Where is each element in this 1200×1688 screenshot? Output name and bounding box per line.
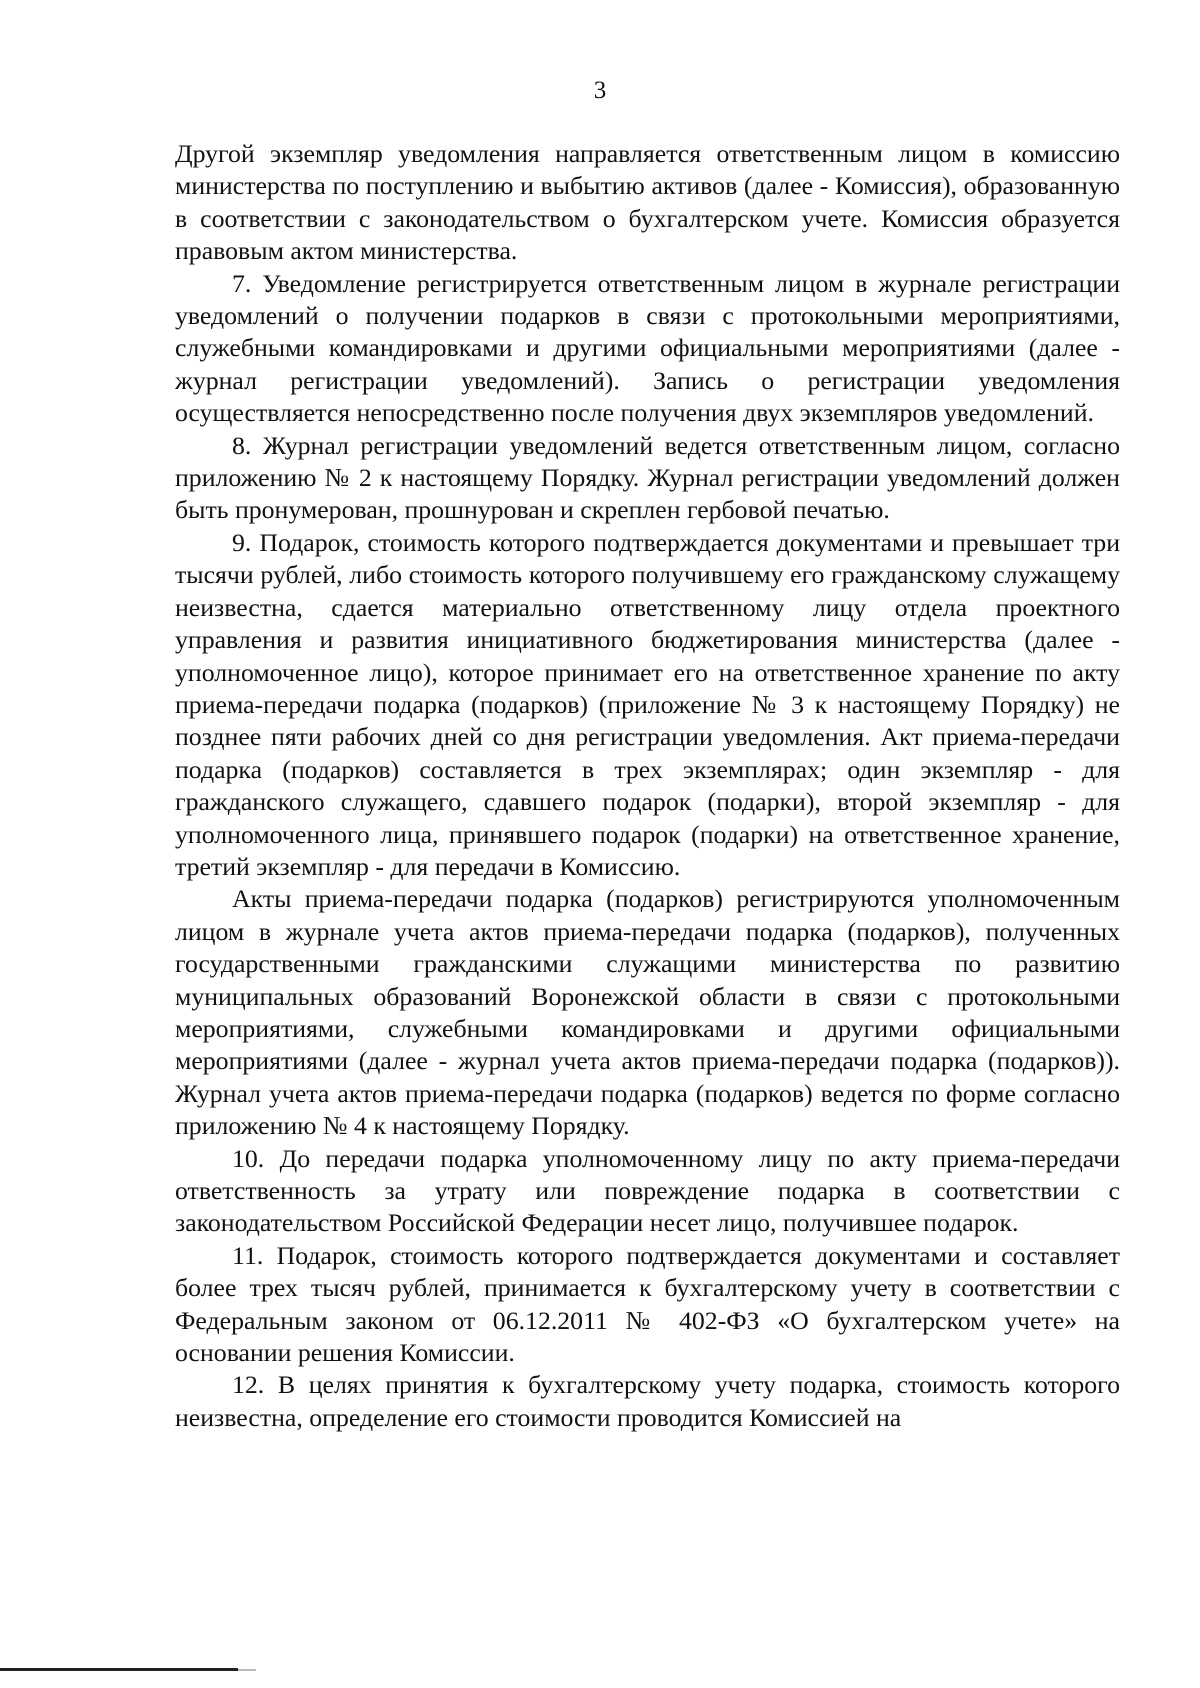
paragraph-continuation: Другой экземпляр уведомления направляется ответственным лицом в комиссию министерства по поступлению и выбытию активов (далее - Комиссия), образованную в соответствии с законодательством о бухгалтерском учете. Комиссия образуется правовым актом министерства. [175,139,1120,266]
footer-rule [0,1668,238,1671]
paragraph-9: 9. Подарок, стоимость которого подтверждается документами и превышает три тысячи рублей, либо стоимость которого получившему его гражданскому служащему неизвестна, сдается материально ответственному лицу отдела проектного управления и развития инициативного бюджетирования министерства (далее - уполномоченное лицо), которое принимает его на ответственное хранение по акту приема-передачи подарка (подарков) (приложение № 3 к настоящему Порядку) не позднее пяти рабочих дней со дня регистрации уведомления. Акт приема-передачи подарка (подарков) составляется в трех экземплярах; один экземпляр - для гражданского служащего, сдавшего подарок (подарки), второй экземпляр - для уполномоченного лица, принявшего подарок (подарки) на ответственное хранение, третий экземпляр - для передачи в Комиссию. [175,527,1120,881]
paragraph-11: 11. Подарок, стоимость которого подтверждается документами и составляет более трех тысяч рублей, принимается к бухгалтерскому учету в соответствии с Федеральным законом от 06.12.2011 № 402-ФЗ «О бухгалтерском учете» на основании решения Комиссии. [175,1240,1120,1368]
paragraph-9-acts: Акты приема-передачи подарка (подарков) регистрируются уполномоченным лицом в журнале учета актов приема-передачи подарка (подарков), полученных государственными гражданскими служащими министерства по развитию муниципальных образований Воронежской области в связи с протокольными мероприятиями, служебными командировками и другими официальными мероприятиями (далее - журнал учета актов приема-передачи подарка (подарков)). Журнал учета актов приема-передачи подарка (подарков) ведется по форме согласно приложению № 4 к настоящему Порядку. [175,884,1120,1141]
paragraph-8: 8. Журнал регистрации уведомлений ведется ответственным лицом, согласно приложению № 2 к настоящему Порядку. Журнал регистрации уведомлений должен быть пронумерован, прошнурован и скреплен гербовой печатью. [175,430,1120,525]
page-number: 3 [593,77,607,104]
paragraph-10: 10. До передачи подарка уполномоченному лицу по акту приема-передачи ответственность за утрату или повреждение подарка в соответствии с законодательством Российской Федерации несет лицо, получившее подарок. [175,1143,1120,1238]
document-body [175,138,1120,1434]
paragraph-12: 12. В целях принятия к бухгалтерскому учету подарка, стоимость которого неизвестна, определение его стоимости проводится Комиссией на [175,1370,1120,1432]
paragraph-7: 7. Уведомление регистрируется ответственным лицом в журнале регистрации уведомлений о получении подарков в связи с протокольными мероприятиями, служебными командировками и другими официальными мероприятиями (далее - журнал регистрации уведомлений). Запись о регистрации уведомления осуществляется непосредственно после получения двух экземпляров уведомлений. [175,268,1120,428]
footer-rule-faint [238,1669,256,1671]
